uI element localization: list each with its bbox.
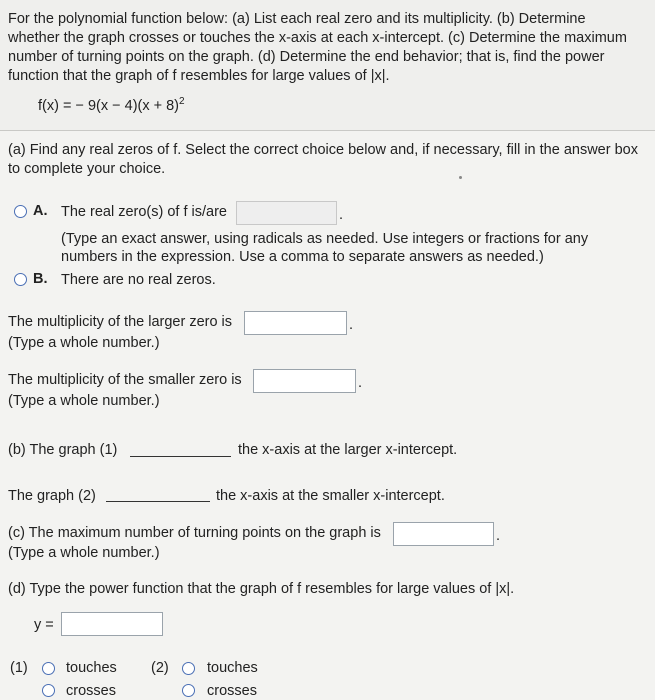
- choice-b-radio[interactable]: [14, 273, 27, 286]
- question-line: For the polynomial function below: (a) List each real zero and its multiplicity. (b) Determine: [8, 11, 586, 27]
- period: .: [496, 528, 501, 544]
- graph1-blank[interactable]: [130, 456, 231, 457]
- choice-a-hint-line: (Type an exact answer, using radicals as needed. Use integers or fractions for any: [61, 231, 589, 247]
- power-function-input[interactable]: [61, 612, 163, 636]
- part-a-prompt-line: (a) Find any real zeros of f. Select the correct choice below and, if necessary, fill in the answer box: [8, 142, 638, 158]
- multiplicity-smaller-input[interactable]: [253, 369, 356, 393]
- period: .: [339, 207, 344, 223]
- function-expression: [38, 96, 185, 114]
- choice-a-letter: A.: [33, 203, 48, 219]
- multiplicity-larger-label: The multiplicity of the larger zero is: [8, 314, 233, 330]
- group2-crosses-label: crosses: [207, 683, 257, 699]
- multiplicity-larger-hint: (Type a whole number.): [8, 335, 160, 351]
- group2-label: (2): [151, 660, 169, 676]
- part-c-hint: (Type a whole number.): [8, 545, 160, 561]
- cursor-dot: [459, 176, 462, 179]
- part-a-prompt-line: to complete your choice.: [8, 161, 166, 177]
- choice-b-letter: B.: [33, 271, 48, 287]
- function-exponent: 2: [179, 96, 185, 107]
- real-zeros-input[interactable]: [236, 201, 337, 225]
- period: .: [358, 375, 363, 391]
- part-c-label: (c) The maximum number of turning points on the graph is: [8, 525, 381, 541]
- group2-touches-radio[interactable]: [182, 662, 195, 675]
- question-text: [8, 10, 648, 86]
- graph1-prefix: (b) The graph (1): [8, 442, 118, 458]
- choice-a-hint: [61, 230, 588, 266]
- multiplicity-smaller-hint: (Type a whole number.): [8, 393, 160, 409]
- choice-a-text: The real zero(s) of f is/are: [61, 204, 227, 220]
- question-line: number of turning points on the graph. (d) Determine the end behavior; that is, find the power: [8, 49, 605, 65]
- question-line: function that the graph of f resembles for large values of |x|.: [8, 68, 390, 84]
- choice-b-text: There are no real zeros.: [61, 272, 216, 288]
- graph2-prefix: The graph (2): [8, 488, 96, 504]
- divider: [0, 130, 655, 131]
- group2-crosses-radio[interactable]: [182, 684, 195, 697]
- multiplicity-smaller-label: The multiplicity of the smaller zero is: [8, 372, 242, 388]
- group1-touches-label: touches: [66, 660, 117, 676]
- graph2-blank[interactable]: [106, 501, 210, 502]
- y-equals-label: y =: [34, 617, 54, 633]
- question-line: whether the graph crosses or touches the x-axis at each x-intercept. (c) Determine the maximum: [8, 30, 627, 46]
- turning-points-input[interactable]: [393, 522, 494, 546]
- part-a-prompt: [8, 141, 638, 179]
- multiplicity-larger-input[interactable]: [244, 311, 347, 335]
- group1-touches-radio[interactable]: [42, 662, 55, 675]
- group1-crosses-label: crosses: [66, 683, 116, 699]
- choice-a-hint-line: numbers in the expression. Use a comma to separate answers as needed.): [61, 249, 544, 265]
- group1-label: (1): [10, 660, 28, 676]
- choice-a-radio[interactable]: [14, 205, 27, 218]
- graph1-suffix: the x-axis at the larger x-intercept.: [238, 442, 458, 458]
- part-d-label: (d) Type the power function that the graph of f resembles for large values of |x|.: [8, 581, 515, 597]
- group2-touches-label: touches: [207, 660, 258, 676]
- graph2-suffix: the x-axis at the smaller x-intercept.: [216, 488, 445, 504]
- function-body: f(x) = − 9(x − 4)(x + 8): [38, 97, 180, 114]
- group1-crosses-radio[interactable]: [42, 684, 55, 697]
- period: .: [349, 317, 354, 333]
